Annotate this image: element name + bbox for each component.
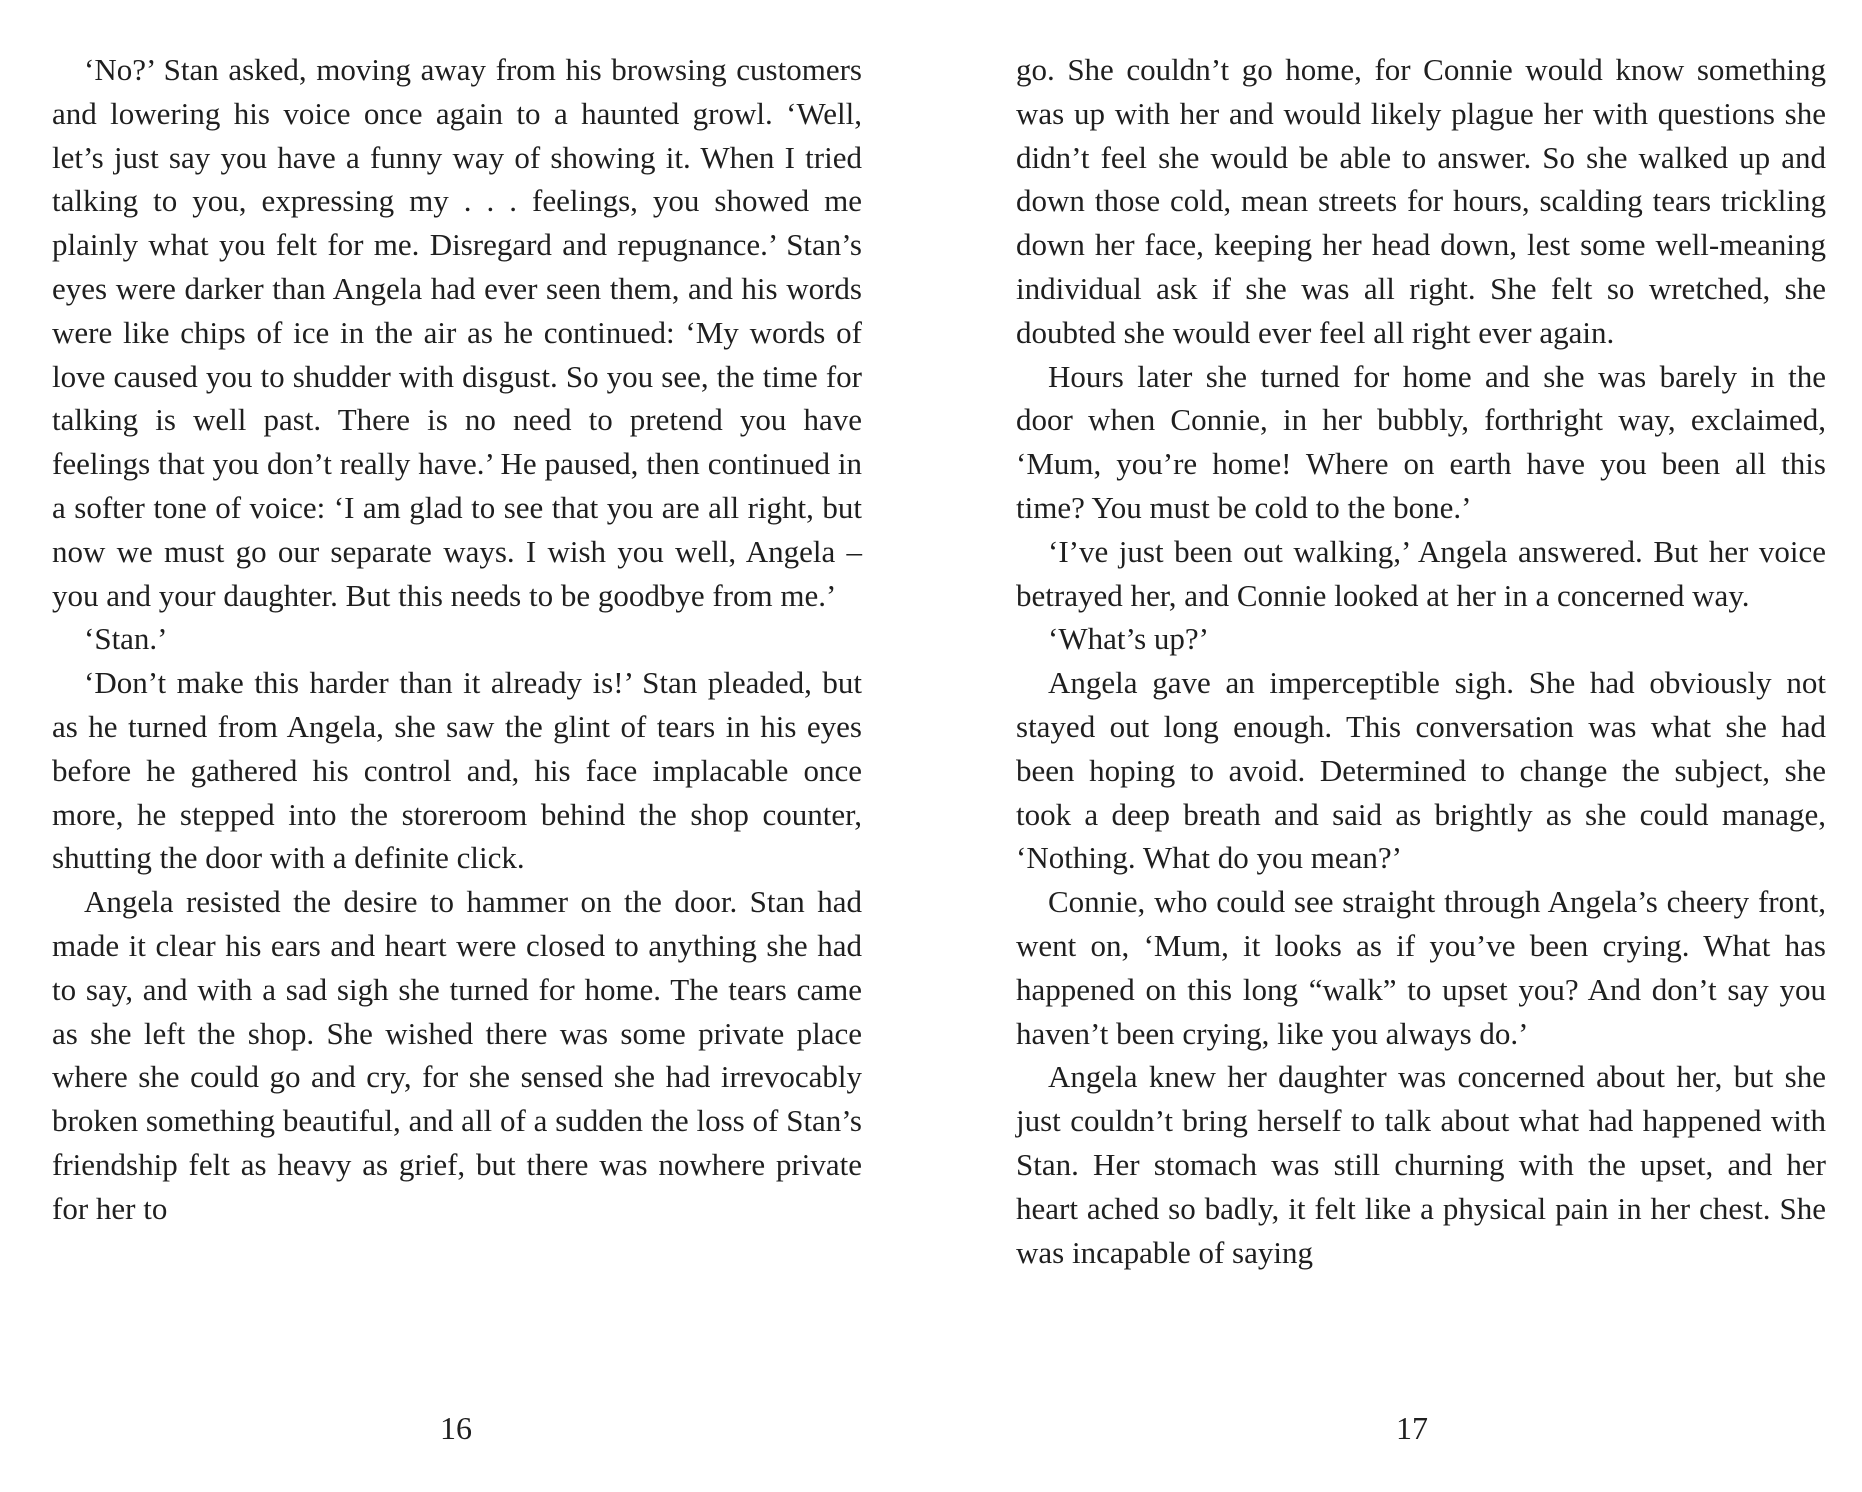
paragraph: Angela gave an imperceptible sigh. She had obviously not stayed out long enough. This conversation was what she had been hoping to avoid. Determined to change the subject, she took a deep breath and said as brightly as she could manage, ‘Nothing. What do you mean?’ (1016, 665, 1826, 876)
left-page-text (52, 48, 862, 1231)
paragraph: go. She couldn’t go home, for Connie would know something was up with her and would likely plague her with questions she didn’t feel she would be able to answer. So she walked up and down those cold, mean streets for hours, scalding tears trickling down her face, keeping her head down, lest some well-meaning individual ask if she was all right. She felt so wretched, she doubted she would ever feel all right ever again. (1016, 52, 1826, 350)
paragraph: ‘No?’ Stan asked, moving away from his browsing customers and lowering his voice once again to a haunted growl. ‘Well, let’s just say you have a funny way of showing it. When I tried talking to you, expressing my . . . feelings, you showed me plainly what you felt for me. Disregard and repugnance.’ Stan’s eyes were darker than Angela had ever seen them, and his words were like chips of ice in the air as he continued: ‘My words of love caused you to shudder with disgust. So you see, the time for talking is well past. There is no need to pretend you have feelings that you don’t really have.’ He paused, then continued in a softer tone of voice: ‘I am glad to see that you are all right, but now we must go our separate ways. I wish you well, Angela – you and your daughter. But this needs to be goodbye from me.’ (52, 52, 862, 613)
right-page (1016, 48, 1826, 1274)
paragraph: Connie, who could see straight through Angela’s cheery front, went on, ‘Mum, it looks as if you’ve been crying. What has happened on this long “walk” to upset you? And don’t say you haven’t been crying, like you always do.’ (1016, 884, 1826, 1051)
paragraph: ‘Don’t make this harder than it already is!’ Stan pleaded, but as he turned from Angela, she saw the glint of tears in his eyes before he gathered his control and, his face implacable once more, he stepped into the storeroom behind the shop counter, shutting the door with a definite click. (52, 665, 862, 876)
right-page-text (1016, 48, 1826, 1274)
page-number-left: 16 (440, 1410, 472, 1446)
paragraph: Angela knew her daughter was concerned about her, but she just couldn’t bring herself to talk about what had happened with Stan. Her stomach was still churning with the upset, and her heart ached so badly, it felt like a physical pain in her chest. She was incapable of saying (1016, 1059, 1826, 1270)
paragraph: ‘Stan.’ (84, 621, 168, 657)
left-page (52, 48, 862, 1231)
paragraph: Hours later she turned for home and she was barely in the door when Connie, in her bubbly, forthright way, exclaimed, ‘Mum, you’re home! Where on earth have you been all this time? You must be cold to the bone.’ (1016, 358, 1826, 525)
paragraph: Angela resisted the desire to hammer on the door. Stan had made it clear his ears and heart were closed to anything she had to say, and with a sad sigh she turned for home. The tears came as she left the shop. She wished there was some private place where she could go and cry, for she sensed she had irrevocably broken something beautiful, and all of a sudden the loss of Stan’s friendship felt as heavy as grief, but there was nowhere private for her to (52, 884, 862, 1226)
paragraph: ‘What’s up?’ (1048, 621, 1209, 657)
paragraph: ‘I’ve just been out walking,’ Angela answered. But her voice betrayed her, and Connie looked at her in a concerned way. (1016, 533, 1826, 613)
page-number-right: 17 (1396, 1410, 1428, 1446)
